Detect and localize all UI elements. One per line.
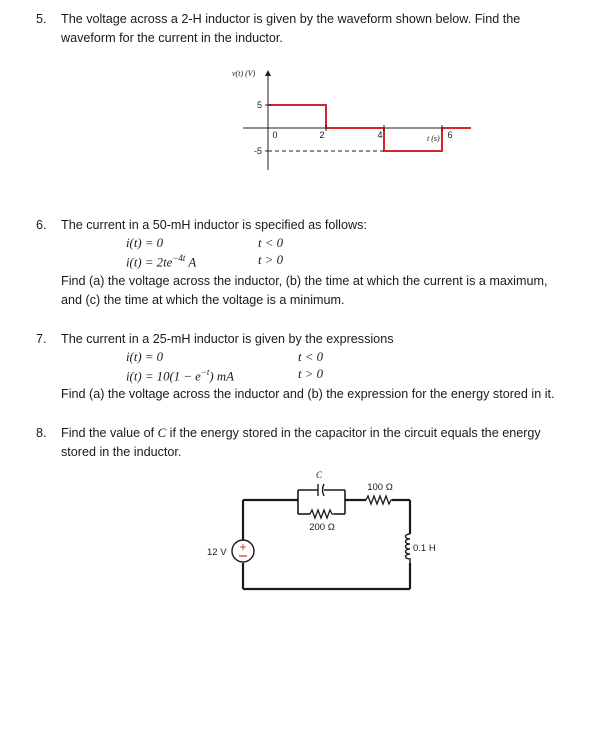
x-axis-label: t (s): [427, 134, 440, 143]
resistor-100-label: 100 Ω: [367, 482, 393, 493]
p7-eq1: i(t) = 0: [126, 350, 164, 364]
p8-line1-pre: Find the value of: [61, 426, 158, 440]
p6-eq2-exp: −4t: [172, 253, 186, 263]
resistor-100: [366, 496, 392, 504]
p8-number: 8.: [36, 426, 47, 440]
resistor-200-label: 200 Ω: [309, 522, 335, 533]
p5-line2: waveform for the current in the inductor.: [61, 31, 283, 45]
p6-eq2-main: i(t) = 2te: [126, 255, 173, 270]
p7-number: 7.: [36, 332, 47, 346]
y-tick-label: -5: [253, 146, 262, 156]
p7-line1: The current in a 25-mH inductor is given by the expressions: [61, 332, 394, 346]
x-tick-label: 4: [377, 130, 383, 140]
voltage-source-plus: +: [239, 540, 247, 554]
voltage-source-label: 12 V: [207, 547, 227, 558]
inductor: [406, 534, 411, 563]
p7-eq2-exp: −t: [200, 367, 210, 377]
y-axis-label: v(t) (V): [232, 69, 256, 78]
p6-line3: and (c) the time at which the voltage is a minimum.: [61, 293, 345, 307]
resistor-200: [310, 510, 334, 518]
p7-eq2-main: i(t) = 10(1 − e: [126, 369, 201, 384]
y-tick-label: 5: [256, 100, 262, 110]
p6-line1: The current in a 50-mH inductor is specified as follows:: [61, 218, 367, 232]
p6-cond2: t > 0: [258, 253, 283, 267]
p6-line2: Find (a) the voltage across the inductor, (b) the time at which the current is a maximum,: [61, 274, 548, 288]
p6-number: 6.: [36, 218, 47, 232]
p6-eq1: i(t) = 0: [126, 236, 164, 250]
p6-eq2-unit: A: [188, 255, 197, 270]
p5-line1: The voltage across a 2-H inductor is given by the waveform shown below. Find the: [61, 12, 521, 26]
inductor-label: 0.1 H: [413, 543, 436, 554]
x-tick-label: 2: [319, 130, 325, 140]
p6-cond1: t < 0: [258, 236, 283, 250]
x-tick-label: 6: [447, 130, 453, 140]
p7-eq2-tail: ) mA: [209, 369, 234, 384]
p8-line1-post: if the energy stored in the capacitor in the circuit equals the energy: [166, 426, 541, 440]
p7-cond2: t > 0: [298, 367, 323, 381]
capacitor-c: [318, 484, 324, 496]
p8-var-c: C: [157, 426, 167, 440]
p5-number: 5.: [36, 12, 47, 26]
x-tick-label: 0: [272, 130, 278, 140]
capacitor-label: C: [315, 470, 323, 480]
p7-cond1: t < 0: [298, 350, 323, 364]
p7-line2: Find (a) the voltage across the inductor and (b) the expression for the energy stored in it.: [61, 387, 555, 401]
p8-line2: stored in the inductor.: [61, 445, 182, 459]
